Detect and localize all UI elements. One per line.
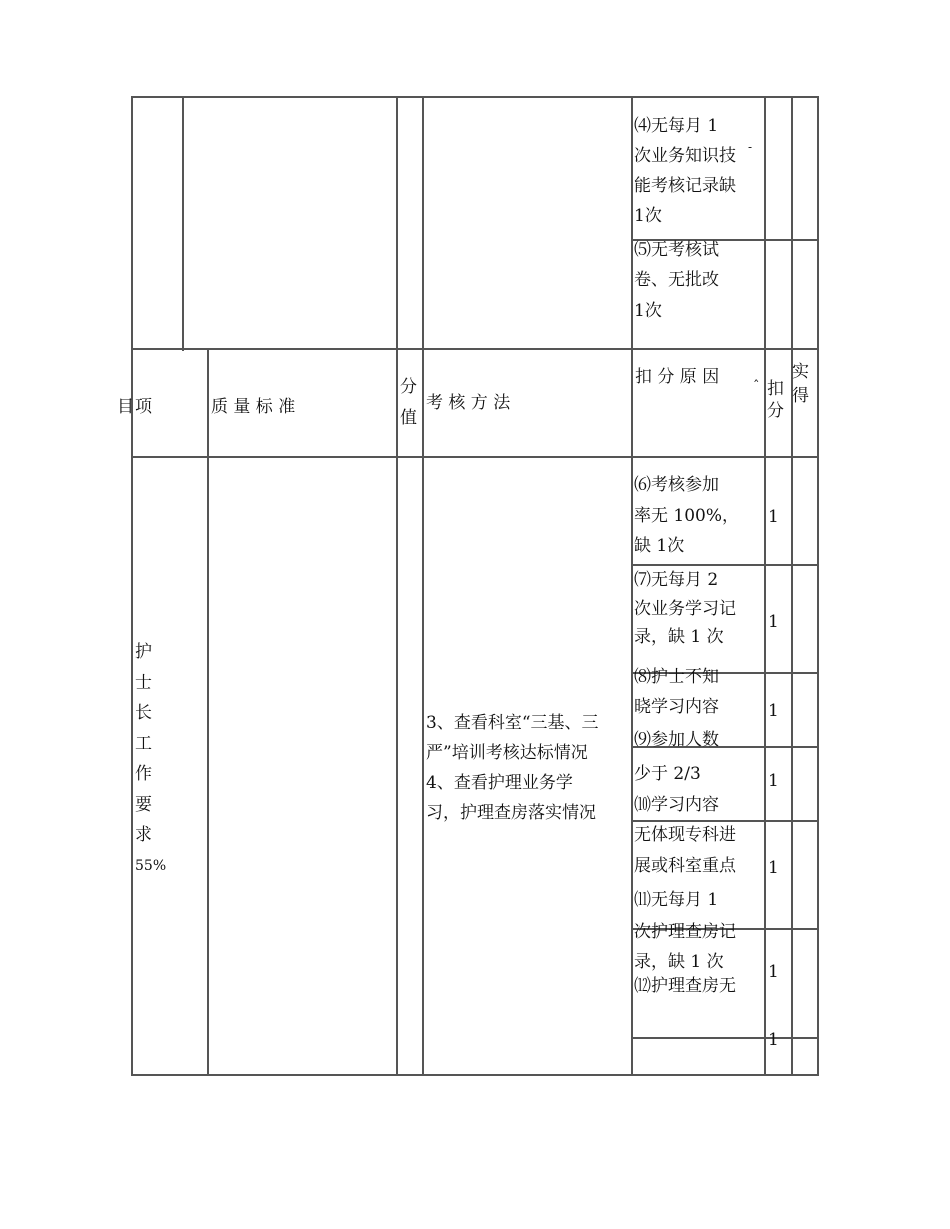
deduction-value: 1	[768, 507, 779, 527]
reason-line: 1次	[634, 206, 662, 226]
deduction-value: 1	[768, 701, 779, 721]
item-char: 要	[135, 794, 152, 815]
reason-line: 次护理查房记	[634, 922, 736, 942]
item-char: 作	[135, 764, 152, 784]
table-rule	[422, 96, 424, 351]
reason-line: 无体现专科进	[634, 825, 736, 845]
item-char: 工	[135, 733, 152, 754]
item-char: 士	[135, 672, 152, 693]
reason-line: 晓学习内容	[634, 697, 719, 717]
header-deduct-text: 扣分	[767, 379, 784, 421]
reason-line: ⑽学习内容	[634, 795, 719, 815]
table-rule	[764, 96, 766, 351]
deduction-value: 1	[768, 962, 779, 982]
table-rule	[631, 96, 633, 351]
reason-line: ⑿护理查房无	[634, 976, 736, 996]
reason-line: 卷、无批改	[634, 270, 719, 290]
deduction-value: 1	[768, 858, 779, 878]
deduction-value: 1	[768, 771, 779, 791]
header-actual	[792, 360, 822, 408]
stray-mark: ˆ	[753, 379, 760, 394]
reason-line: 次业务知识技	[634, 146, 736, 166]
table-rule	[131, 1074, 819, 1076]
reason-line: 率无 100%，	[634, 506, 740, 526]
table-rule	[396, 96, 398, 351]
reason-line: 次业务学习记	[634, 599, 736, 619]
reason-line: ⑹考核参加	[634, 475, 719, 495]
header-reason: 扣 分 原 因	[635, 367, 720, 387]
reason-line: 缺 1次	[634, 536, 685, 556]
reason-line: ⑼参加人数	[634, 730, 719, 750]
item-char: 护	[135, 642, 152, 662]
header-item-prefix: 目	[117, 397, 134, 417]
stray-mark: -	[748, 140, 753, 154]
header-score-text: 分值	[400, 377, 417, 428]
header-actual-text: 实得	[792, 362, 809, 406]
table-rule	[817, 96, 819, 351]
method-line: 严”培训考核达标情况	[426, 743, 588, 763]
method-line: 4、查看护理业务学	[426, 773, 573, 793]
reason-line: ⑻护士不知	[634, 667, 719, 687]
reason-line: 能考核记录缺	[634, 176, 736, 196]
table-rule	[791, 96, 793, 351]
method-line: 习，护理查房落实情况	[426, 803, 596, 823]
table-rule	[631, 1037, 819, 1039]
reason-line: 展或科室重点	[634, 856, 736, 876]
item-char: 长	[135, 703, 152, 723]
table-rule	[131, 96, 133, 351]
reason-line: ⑸无考核试	[634, 240, 719, 260]
header-method: 考 核 方 法	[426, 393, 511, 413]
table-rule	[182, 96, 184, 351]
reason-line: 录，缺 1 次	[634, 627, 724, 647]
table-rule	[131, 456, 819, 458]
reason-line: 录，缺 1 次	[634, 952, 724, 972]
table-rule	[131, 96, 819, 98]
method-line: 3、查看科室“三基、三	[426, 713, 599, 733]
deduction-value: 1	[768, 1030, 779, 1050]
reason-line: ⑺无每月 2	[634, 570, 719, 590]
reason-line: 少于 2/3	[634, 764, 701, 784]
header-item: 项	[135, 397, 152, 417]
reason-line: ⑾无每月 1	[634, 890, 719, 910]
header-standard: 质 量 标 准	[211, 397, 296, 417]
item-percent: 55%	[135, 857, 167, 874]
item-char: 求	[135, 825, 152, 845]
reason-line: 1次	[634, 301, 662, 321]
deduction-value: 1	[768, 612, 779, 632]
reason-line: ⑷无每月 1	[634, 116, 719, 136]
table-rule	[131, 348, 819, 350]
item-label	[135, 637, 165, 881]
